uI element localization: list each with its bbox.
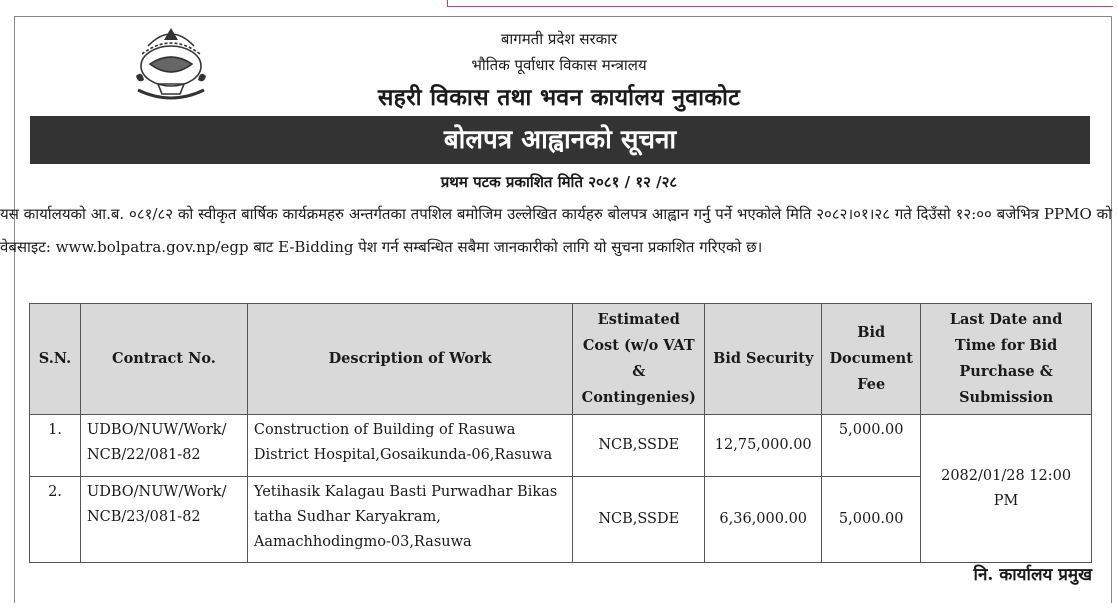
tender-table — [29, 303, 1092, 563]
cell-security: 6,36,000.00 — [705, 477, 822, 563]
cell-contract: UDBO/NUW/Work/ NCB/23/081-82 — [80, 477, 247, 563]
cell-cost: NCB,SSDE — [573, 477, 705, 563]
cell-sn: 1. — [30, 415, 81, 477]
header-ministry: भौतिक पूर्वाधार विकास मन्त्रालय — [471, 56, 647, 74]
notice-body: यस कार्यालयको आ.ब. ०८१/८२ को स्वीकृत बार्षिक कार्यक्रमहरु अन्तर्गतका तपशिल बमोजिम उल्लेखित कार्यहरु बोलपत्र आह्वान गर्नु पर्ने भएकोले मिति २०८२।०१।२८ गते दिउँसो १२:०० बजेभित्र PPMO को वेबसाइट: www.bolpatra.gov.np/egp बाट E-Bidding पेश गर्न सम्बन्धित सबैमा जानकारीको लागि यो सुचना प्रकाशित गरिएको छ। — [0, 205, 1112, 256]
table-row — [30, 415, 1092, 477]
cell-description: Construction of Building of Rasuwa District Hospital,Gosaikunda-06,Rasuwa — [247, 415, 572, 477]
top-border — [0, 0, 1118, 10]
cell-fee: 5,000.00 — [822, 477, 921, 563]
col-deadline: Last Date and Time for Bid Purchase & Submission — [921, 304, 1092, 415]
header-office: सहरी विकास तथा भवन कार्यालय नुवाकोट — [377, 84, 741, 111]
cell-description: Yetihasik Kalagau Basti Purwadhar Bikas tatha Sudhar Karyakram, Aamachhodingmo-03,Rasuwa — [247, 477, 572, 563]
header-province: बागमती प्रदेश सरकार — [500, 30, 618, 48]
cell-cost: NCB,SSDE — [573, 415, 705, 477]
notice-title-banner: बोलपत्र आह्वानको सूचना — [30, 116, 1090, 164]
col-security: Bid Security — [705, 304, 822, 415]
cell-sn: 2. — [30, 477, 81, 563]
cell-contract: UDBO/NUW/Work/ NCB/22/081-82 — [80, 415, 247, 477]
cell-fee: 5,000.00 — [822, 415, 921, 477]
table-header-row — [30, 304, 1092, 415]
publication-date: प्रथम पटक प्रकाशित मिति २०८१ / १२ /२८ — [440, 173, 678, 191]
col-fee: Bid Document Fee — [822, 304, 921, 415]
col-sn: S.N. — [30, 304, 81, 415]
col-cost: Estimated Cost (w/o VAT & Contingenies) — [573, 304, 705, 415]
cell-security: 12,75,000.00 — [705, 415, 822, 477]
col-contract: Contract No. — [80, 304, 247, 415]
col-description: Description of Work — [247, 304, 572, 415]
signature-office-chief: नि. कार्यालय प्रमुख — [973, 565, 1092, 585]
cell-deadline: 2082/01/28 12:00 PM — [921, 415, 1092, 563]
